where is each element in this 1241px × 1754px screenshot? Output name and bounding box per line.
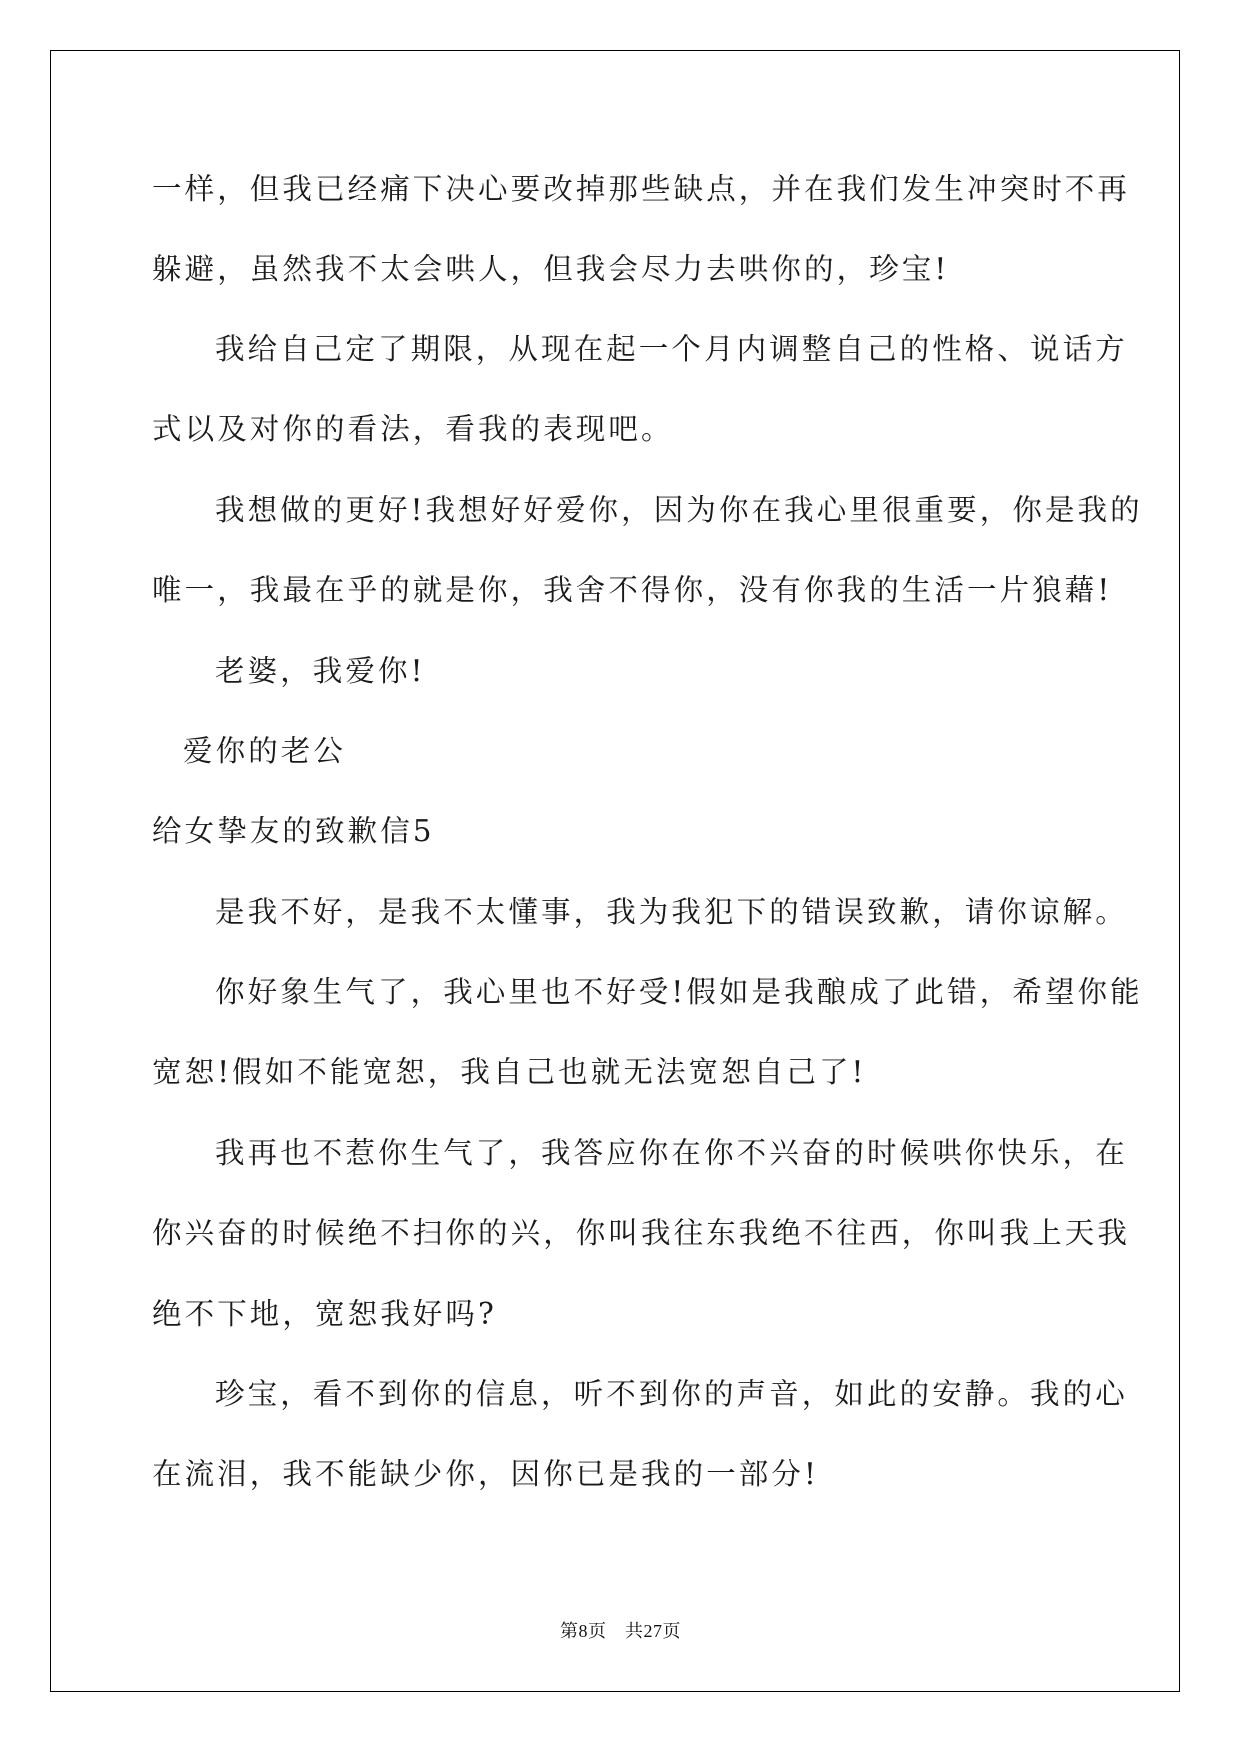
paragraph-line: 是我不好，是我不太懂事，我为我犯下的错误致歉，请你谅解。 bbox=[215, 895, 1128, 929]
paragraph-line: 我再也不惹你生气了，我答应你在你不兴奋的时候哄你快乐，在 bbox=[215, 1136, 1128, 1170]
paragraph-line: 我想做的更好!我想好好爱你，因为你在我心里很重要，你是我的 bbox=[215, 493, 1143, 527]
paragraph-line: 珍宝，看不到你的信息，听不到你的声音，如此的安静。我的心 bbox=[215, 1377, 1128, 1411]
page-border bbox=[50, 50, 1180, 1692]
paragraph-line: 在流泪，我不能缺少你，因你已是我的一部分! bbox=[152, 1457, 819, 1491]
paragraph-line: 绝不下地，宽恕我好吗? bbox=[152, 1297, 497, 1331]
paragraph-line: 一样，但我已经痛下决心要改掉那些缺点，并在我们发生冲突时不再 bbox=[152, 172, 1131, 206]
paragraph-line: 我给自己定了期限，从现在起一个月内调整自己的性格、说话方 bbox=[215, 332, 1128, 366]
signature-line: 爱你的老公 bbox=[183, 734, 347, 768]
paragraph-line: 唯一，我最在乎的就是你，我舍不得你，没有你我的生活一片狼藉! bbox=[152, 573, 1113, 607]
paragraph-line: 式以及对你的看法，看我的表现吧。 bbox=[152, 412, 674, 446]
paragraph-line: 你兴奋的时候绝不扫你的兴，你叫我往东我绝不往西，你叫我上天我 bbox=[152, 1216, 1131, 1250]
paragraph-line: 你好象生气了，我心里也不好受!假如是我酿成了此错，希望你能 bbox=[215, 975, 1143, 1009]
paragraph-line: 躲避，虽然我不太会哄人，但我会尽力去哄你的，珍宝! bbox=[152, 252, 950, 286]
paragraph-line: 老婆，我爱你! bbox=[215, 654, 426, 688]
paragraph-line: 宽恕!假如不能宽恕，我自己也就无法宽恕自己了! bbox=[152, 1055, 867, 1089]
page-number-footer: 第8页 共27页 bbox=[560, 1621, 681, 1641]
section-heading: 给女挚友的致歉信5 bbox=[152, 814, 435, 848]
